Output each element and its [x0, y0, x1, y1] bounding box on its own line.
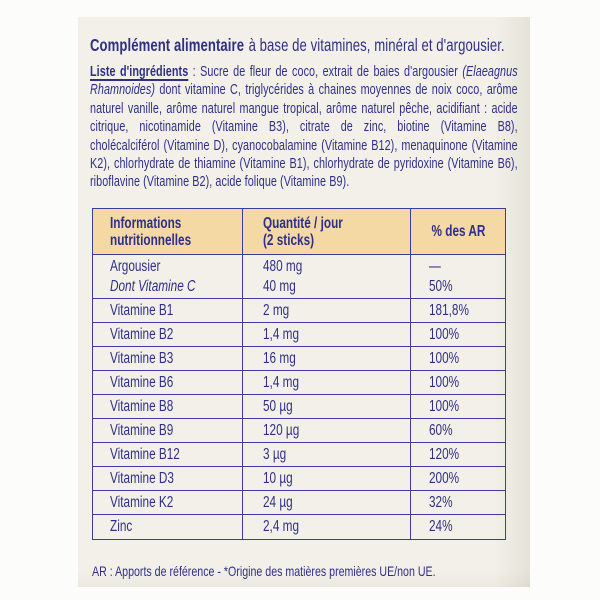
nutrient-name: Vitamine B8 — [93, 395, 243, 418]
nutrient-name: Vitamine K2 — [93, 491, 243, 514]
supplement-title — [90, 35, 600, 56]
nutrient-quantity: 50 µg — [243, 395, 411, 418]
header-col1-line1: Informations — [110, 214, 182, 232]
packaging-label — [78, 17, 530, 587]
table-row — [93, 347, 505, 371]
nutrient-name: Vitamine B9 — [93, 419, 243, 442]
nutrient-quantity: 24 µg — [243, 491, 411, 514]
ingredients-text-1: Sucre de fleur de coco, extrait de baies d'argousier — [200, 63, 463, 80]
nutrient-quantity: 16 mg — [243, 347, 411, 370]
nutrient-name: Vitamine D3 — [93, 467, 243, 490]
ingredients-section — [90, 63, 518, 192]
table-row — [93, 419, 505, 443]
table-row — [93, 443, 505, 467]
nutrient-ar: 200% — [429, 469, 460, 487]
nutrient-name-line2: Dont Vitamine C — [110, 277, 196, 295]
nutrient-name — [93, 255, 243, 298]
header-col1-line2: nutritionnelles — [110, 231, 192, 249]
nutrient-quantity: 2 mg — [243, 299, 411, 322]
table-row — [93, 371, 505, 395]
nutrient-ar: 120% — [429, 445, 460, 463]
nutrient-ar: 32% — [429, 493, 453, 511]
nutrient-qty-line1: 480 mg — [263, 258, 303, 275]
nutrient-quantity: 120 µg — [243, 419, 411, 442]
header-col2-line1: Quantité / jour — [263, 214, 343, 232]
header-cell-ar — [411, 209, 505, 254]
reference-footnote-text: AR : Apports de référence - *Origine des matières premières UE/non UE. — [92, 563, 436, 579]
nutrient-quantity — [243, 255, 411, 298]
header-cell-quantity — [243, 209, 411, 254]
nutrient-quantity: 1,4 mg — [243, 323, 411, 346]
table-row-argousier — [93, 255, 505, 299]
title-subtext: à base de vitamines, minéral et d'argousier. — [248, 35, 505, 55]
table-header-row — [93, 209, 505, 255]
nutrient-ar — [411, 255, 505, 298]
header-col3-label: % des AR — [431, 222, 485, 240]
header-col2-line2: (2 sticks) — [263, 231, 315, 249]
nutrient-name: Vitamine B3 — [93, 347, 243, 370]
nutrient-name: Vitamine B2 — [93, 323, 243, 346]
nutrient-ar: 100% — [429, 373, 460, 391]
table-row — [93, 395, 505, 419]
table-row — [93, 491, 505, 515]
nutrient-ar: 100% — [429, 397, 460, 415]
table-row — [93, 515, 505, 539]
ingredients-label: Liste d'ingrédients — [90, 63, 189, 80]
ingredients-latin-name: (Elaeagnus Rhamnoides) — [90, 63, 518, 99]
nutrient-name-line1: Argousier — [110, 258, 161, 275]
nutrient-quantity: 3 µg — [243, 443, 411, 466]
table-row — [93, 323, 505, 347]
nutrient-ar: 24% — [429, 518, 453, 535]
ingredients-text-2: dont vitamine C, triglycérides à chaines moyennes de noix coco, arôme naturel vanille, arôme naturel mangue tropical, arôme naturel pêche, acidifiant : acide citrique, nicotinamide (Vitamine B3), citrate de zinc, biotine (Vitamine B8), cholécalciférol (Vitamine D), cyanocobalamine (Vitamine B12), menaquinone (Vitamine K2), chlorhydrate de thiamine (Vitamine B1), chlorhydrate de pyridoxine (Vitamine B6), riboflavine (Vitamine B2), acide folique (Vitamine B9). — [90, 81, 518, 191]
reference-footnote — [92, 563, 544, 579]
nutrient-name: Vitamine B1 — [93, 299, 243, 322]
nutrient-qty-line2: 40 mg — [263, 277, 296, 295]
nutrient-ar: 181,8% — [429, 301, 469, 319]
table-row — [93, 467, 505, 491]
nutrient-name: Vitamine B12 — [93, 443, 243, 466]
ingredients-paragraph — [90, 63, 518, 192]
nutrient-quantity: 10 µg — [243, 467, 411, 490]
supplement-title-text — [90, 35, 505, 56]
nutrient-ar: 60% — [429, 421, 453, 439]
nutrient-ar: 100% — [429, 349, 460, 367]
table-row — [93, 299, 505, 323]
nutrient-ar-line1: — — [429, 258, 441, 275]
nutrition-table — [92, 208, 506, 540]
title-bold: Complément alimentaire — [90, 35, 245, 55]
nutrient-name: Vitamine B6 — [93, 371, 243, 394]
ingredients-separator: : — [188, 63, 201, 80]
nutrient-ar-line2: 50% — [429, 277, 453, 295]
nutrient-quantity: 2,4 mg — [243, 515, 411, 539]
nutrient-quantity: 1,4 mg — [243, 371, 411, 394]
header-cell-informations — [93, 209, 243, 254]
nutrient-name: Zinc — [93, 515, 243, 539]
nutrient-ar: 100% — [429, 325, 460, 343]
